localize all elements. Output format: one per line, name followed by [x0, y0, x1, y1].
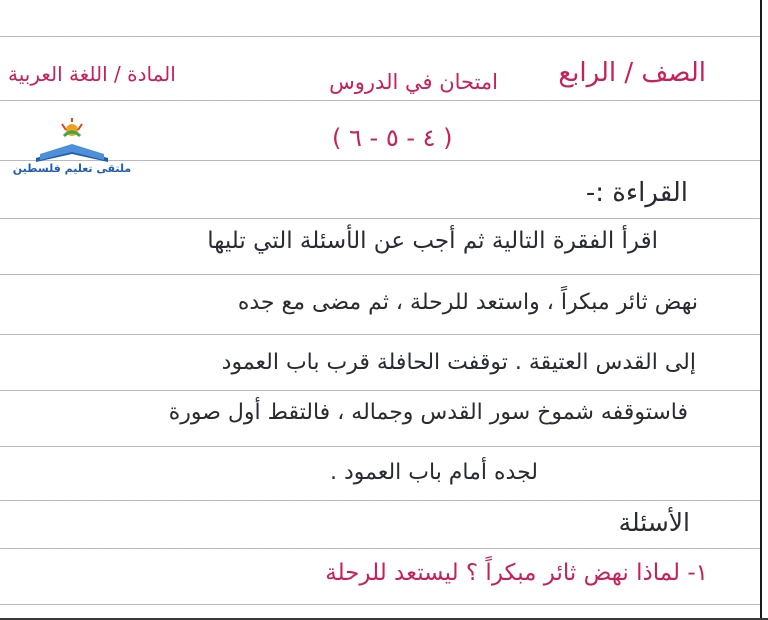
- ruled-line: [0, 548, 760, 549]
- questions-heading: الأسئلة: [618, 508, 690, 537]
- ruled-line: [0, 446, 760, 447]
- site-logo: [6, 118, 138, 182]
- subject-label: المادة / اللغة العربية: [8, 62, 176, 86]
- reading-line: نهض ثائر مبكراً ، واستعد للرحلة ، ثم مضى مع جده: [237, 290, 698, 315]
- ruled-line: [0, 274, 760, 275]
- exam-title: امتحان في الدروس: [329, 70, 498, 94]
- ruled-line: [0, 604, 760, 605]
- logo-caption: ملتقى تعليم فلسطين: [12, 162, 132, 175]
- reading-line: إلى القدس العتيقة . توقفت الحافلة قرب باب العمود: [221, 350, 696, 375]
- open-book-icon: [6, 118, 138, 164]
- reading-heading: القراءة :-: [585, 178, 688, 208]
- ruled-line: [0, 390, 760, 391]
- ruled-line: [0, 500, 760, 501]
- question-item: ١- لماذا نهض ثائر مبكراً ؟ ليستعد للرحلة: [325, 560, 708, 586]
- reading-line: اقرأ الفقرة التالية ثم أجب عن الأسئلة التي تليها: [207, 228, 658, 254]
- lessons-range: ( ٤ - ٥ - ٦ ): [332, 124, 453, 152]
- page-edge: [760, 0, 762, 620]
- ruled-line: [0, 36, 760, 37]
- ruled-line: [0, 100, 760, 101]
- ruled-line: [0, 334, 760, 335]
- grade-label: الصف / الرابع: [558, 58, 706, 88]
- reading-line: لجده أمام باب العمود .: [329, 460, 538, 485]
- ruled-line: [0, 218, 760, 219]
- reading-line: فاستوقفه شموخ سور القدس وجماله ، فالتقط أول صورة: [168, 400, 688, 425]
